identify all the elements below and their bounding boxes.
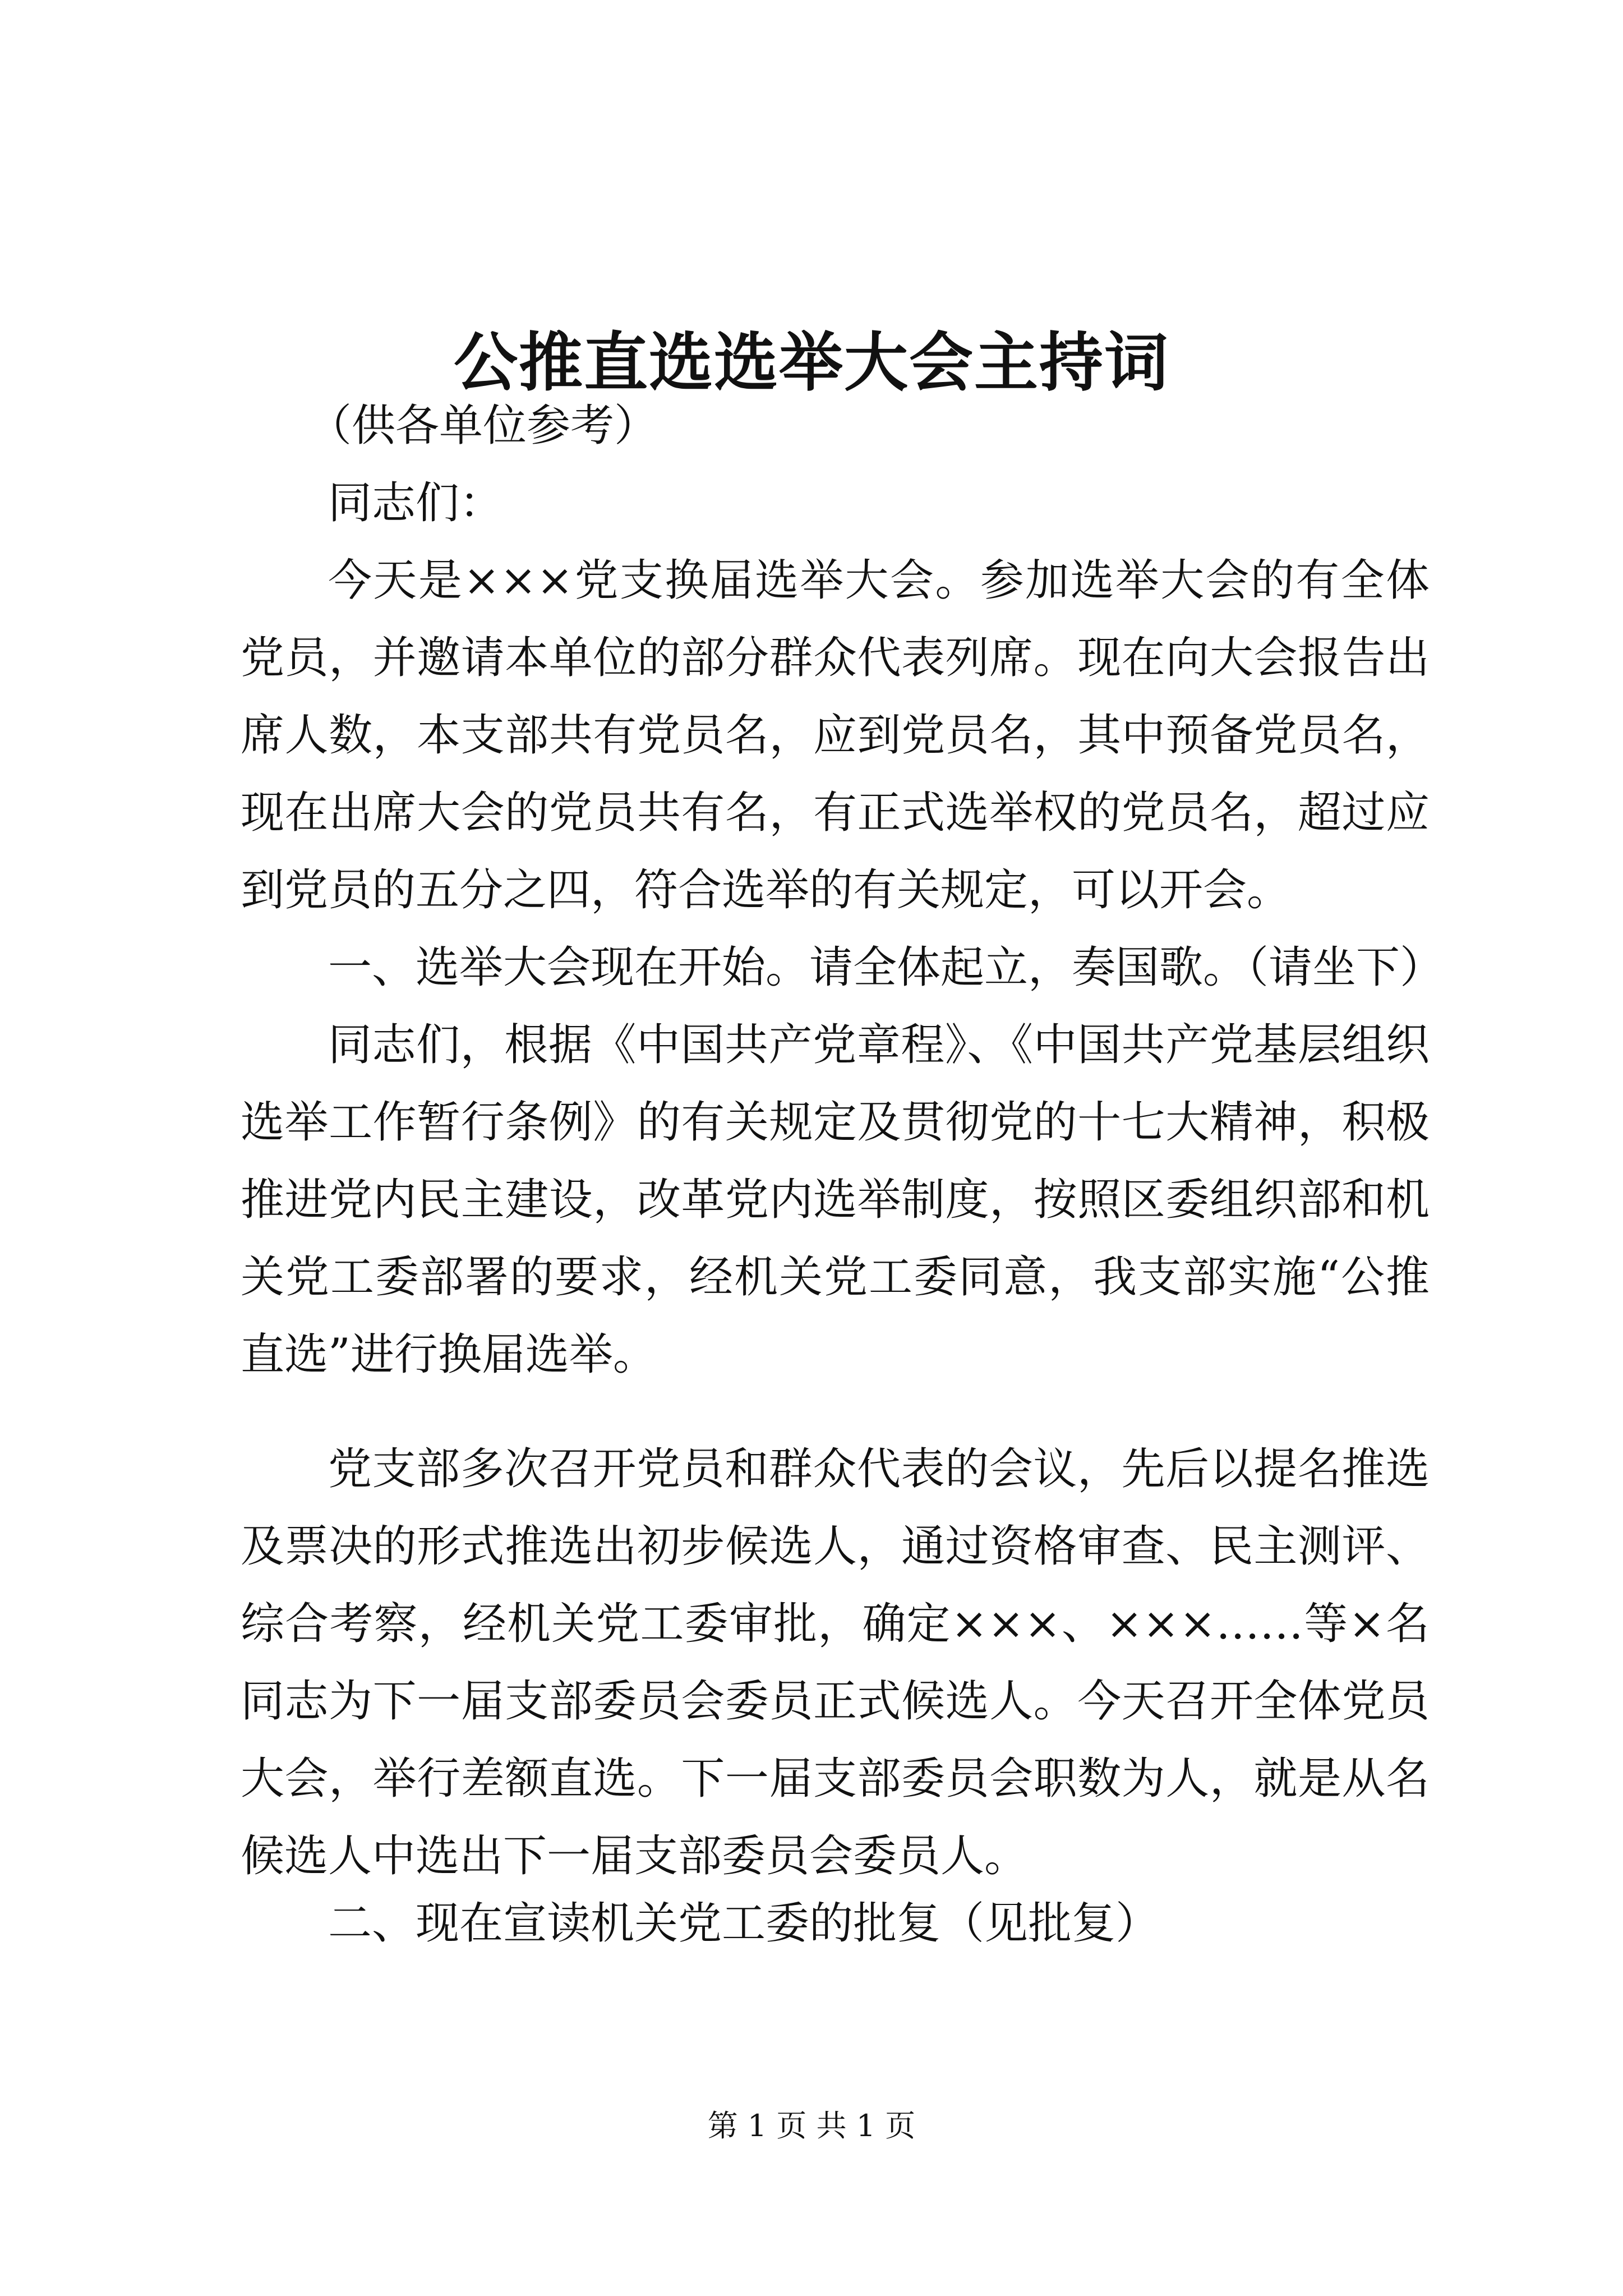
document-title: 公推直选选举大会主持词 <box>453 325 1169 401</box>
document-subtitle-paragraph: （供各单位参考） <box>308 401 658 451</box>
body-paragraph-attendance: 今天是×××党支换届选举大会。参加选举大会的有全体党员，并邀请本单位的部分群众代表列席。现在向大会报告出席人数，本支部共有党员名，应到党员名，其中预备党员名，现在出席大会的党员共有名，有正式选举权的党员名，超过应到党员的五分之四，符合选举的有关规定，可以开会。 <box>241 555 1430 915</box>
salutation-paragraph: 同志们： <box>328 478 504 528</box>
body-paragraph-basis: 同志们，根据《中国共产党章程》、《中国共产党基层组织选举工作暂行条例》的有关规定及贯彻党的十七大精神，积极推进党内民主建设，改革党内选举制度，按照区委组织部和机关党工委部署的要求，经机关党工委同意，我支部实施“公推直选”进行换届选举。 <box>241 1020 1430 1380</box>
body-paragraph-opening: 一、选举大会现在开始。请全体起立，奏国歌。（请坐下） <box>328 942 1444 993</box>
page-footer: 第 1 页 共 1 页 <box>707 2108 916 2143</box>
body-paragraph-approval: 二、现在宣读机关党工委的批复（见批复） <box>328 1898 1160 1949</box>
body-paragraph-candidates: 党支部多次召开党员和群众代表的会议，先后以提名推选及票决的形式推选出初步候选人，通过资格审查、民主测评、综合考察，经机关党工委审批，确定×××、×××……等×名同志为下一届支部委员会委员正式候选人。今天召开全体党员大会，举行差额直选。下一届支部委员会职数为人，就是从名候选人中选出下一届支部委员会委员人。 <box>241 1444 1430 1881</box>
